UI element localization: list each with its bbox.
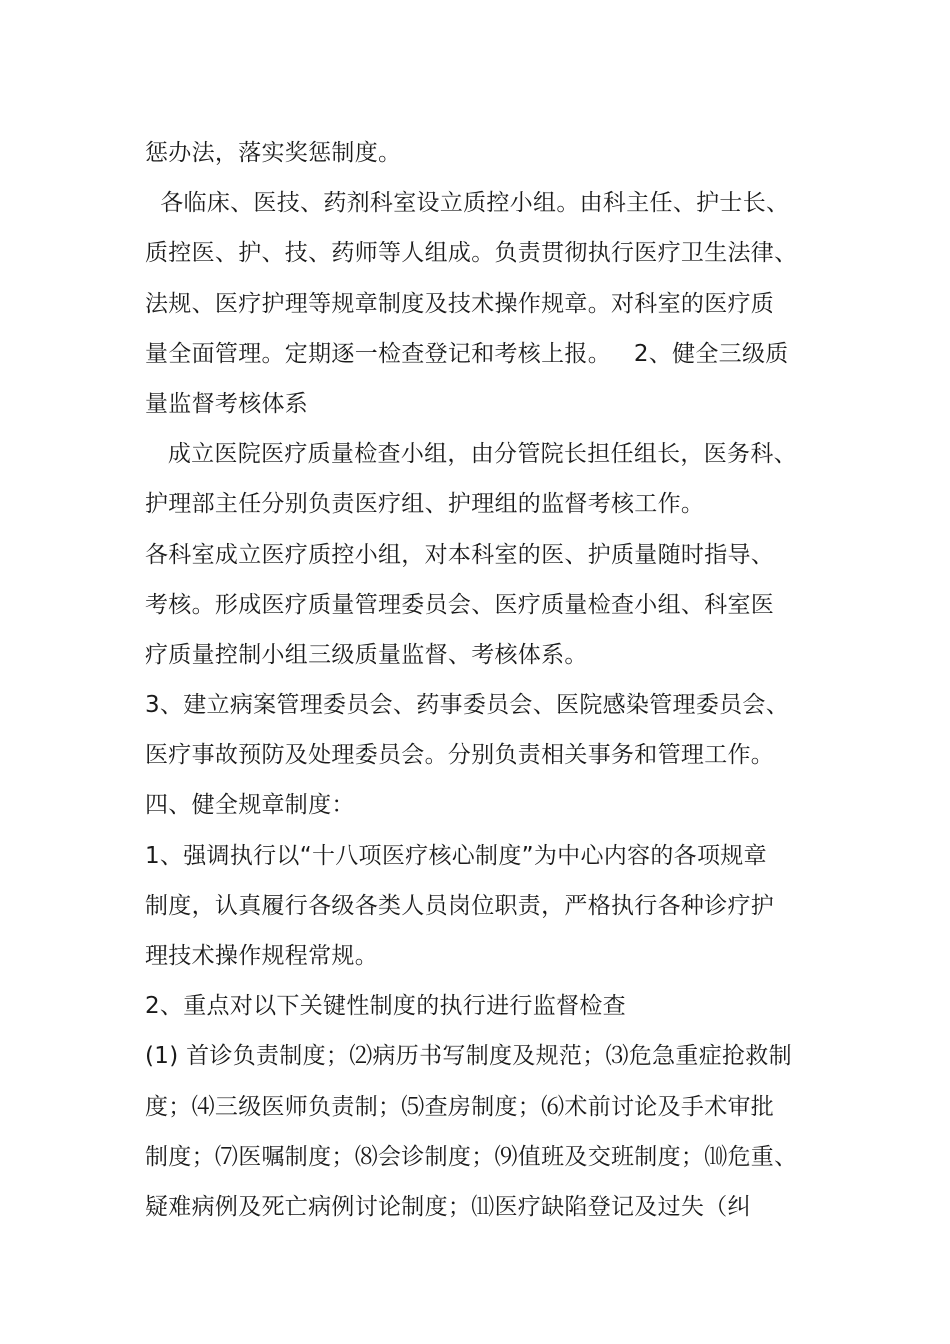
text-line: 各临床、医技、药剂科室设立质控小组。由科主任、护士长、 [145,190,790,217]
text-line: 1、强调执行以“十八项医疗核心制度”为中心内容的各项规章 [145,842,767,869]
text-line: 3、建立病案管理委员会、药事委员会、医院感染管理委员会、 [145,692,790,719]
text-line: 制度，认真履行各级各类人员岗位职责，严格执行各种诊疗护 [145,892,775,919]
text-line: 质控医、护、技、药师等人组成。负责贯彻执行医疗卫生法律、 [145,240,798,267]
section-heading: 四、健全规章制度： [145,792,355,819]
text-line: 医疗事故预防及处理委员会。分别负责相关事务和管理工作。 [145,742,775,769]
text-line: 成立医院医疗质量检查小组，由分管院长担任组长，医务科、 [145,441,797,468]
text-line: 量全面管理。定期逐一检查登记和考核上报。 2、健全三级质 [145,340,789,367]
text-line: 量监督考核体系 [145,390,309,417]
text-line: 护理部主任分别负责医疗组、护理组的监督考核工作。 [145,491,705,518]
text-line: 理技术操作规程常规。 [145,943,378,969]
text-line: 惩办法，落实奖惩制度。 [145,140,402,166]
text-line: 各科室成立医疗质控小组，对本科室的医、护质量随时指导、 [145,541,775,568]
text-line: 疗质量控制小组三级质量监督、考核体系。 [145,641,588,668]
text-line: 2、重点对以下关键性制度的执行进行监督检查 [145,993,626,1020]
text-line: 疑难病例及死亡病例讨论制度；⑾医疗缺陷登记及过失（纠 [145,1193,751,1220]
text-line: 制度；⑺医嘱制度；⑻会诊制度；⑼值班及交班制度；⑽危重、 [145,1143,798,1170]
text-line: 考核。形成医疗质量管理委员会、医疗质量检查小组、科室医 [145,591,775,618]
text-line: 度；⑷三级医师负责制；⑸查房制度；⑹术前讨论及手术审批 [145,1093,775,1120]
body-text [145,128,825,1232]
text-line: (1) 首诊负责制度；⑵病历书写制度及规范；⑶危急重症抢救制 [145,1043,792,1070]
text-line: 法规、医疗护理等规章制度及技术操作规章。对科室的医疗质 [145,290,775,317]
